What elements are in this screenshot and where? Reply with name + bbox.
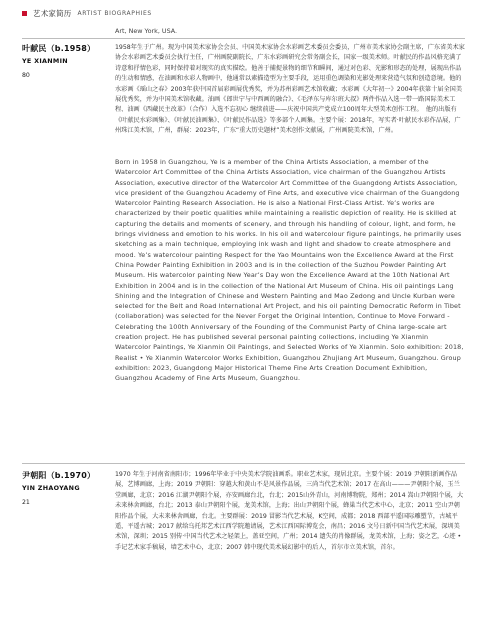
artwork-number: 21 [22, 499, 30, 506]
artwork-number: 80 [22, 72, 30, 79]
section-title-en: ARTIST BIOGRAPHIES [77, 9, 152, 17]
continued-location-line: Art, New York, USA. [115, 27, 178, 35]
artist-info-yin-zhaoyang [22, 470, 104, 506]
section-title-cn: 艺术家简历 [33, 8, 72, 18]
section-marker-square [22, 11, 27, 16]
artist-info-ye-xianmin [22, 43, 104, 79]
page-header [22, 6, 152, 20]
artist-bio-en: Born in 1958 in Guangzhou, Ye is a member of the China Artists Association, a member of the Watercolor Art Committee of the China Artists Association, vice chairman of the Guangzhou Artists Association, executive director of the Watercolor Art Committee of the Guangdong Artists Association, vice president of the Guangzhou Academy of Fine Arts, and executive vice chairman of the Guangdong Watercolor Painting Research Association. He is also a National First-Class Artist. Ye’s works are characterized by their poetic qualities while maintaining a realistic depiction of reality. He is skilled at capturing the details and moments of scenery, and through his handling of colour, light, and form, he brings vividness and emotion to his works. In his oil and watercolour figure paintings, he primarily uses sketching as a main technique, employing ink wash and light and shadow to create atmosphere and mood. Ye’s watercolour painting Respect for the Yao Mountains won the Excellence Award at the First China Powder Painting Exhibition in 2003 and is in the collection of the Suzhou Powder Painting Art Museum. His watercolor painting New Year’s Day won the Excellence Award at the 10th National Art Exhibition in 2004 and is in the collection of the National Art Museum of China. His oil paintings Lang Shining and the Integration of Chinese and Western Painting and Mao Zedong and Uncle Kurban were selected for the Belt and Road International Art Project, and his oil painting Democratic Reform in Tibet (collaboration) was selected for the Never Forget the Original Intention, Continue to Move Forward - Celebrating the 100th Anniversary of the Founding of the Communist Party of China large-scale art creation project. He has published several personal painting collections, including Ye Xianmin Watercolor Paintings, Ye Xianmin Oil Paintings, and Selected Works of Ye Xianmin. Solo exhibition: 2018, Realist • Ye Xianmin Watercolor Works Exhibition, Guangzhou Zhujiang Art Museum, Guangzhou. Group exhibition: 2023, Guangdong Major Historical Theme Fine Arts Creation Document Exhibition, Guangzhou Academy of Fine Arts Museum, Guangzhou. [115, 158, 464, 383]
artist-name-en: YE XIANMIN [22, 57, 68, 65]
divider-rule [22, 38, 465, 39]
divider-rule [22, 463, 465, 464]
artist-name-en: YIN ZHAOYANG [22, 484, 80, 492]
artist-name-cn: 尹朝阳（b.1970） [22, 471, 96, 480]
artist-bio-cn: 1958年生于广州。现为中国美术家协会会员、中国美术家协会水彩画艺术委员会委员，广州市美术家协会副主席，广东省美术家协会水彩画艺术委员会执行主任，广州画院副院长，广东水彩画研究会常务副会长，国家一级美术师。叶献民的作品风格充满了诗意和抒情色彩，同时保持着对现实的真实描绘。他善于捕捉景物的细节和瞬间，通过对色彩、光影和形态的处理，展现出作品的生动和情感，在油画和水彩人物画中，他通常以素描造型为主要手段，运用重色调染和光影处理来营造气氛和创造意境。他的水彩画《瑶山之春》2003年获中国首届彩画展优秀奖，并为苏州彩画艺术馆收藏；水彩画《大年初一》2004年获第十届全国美展优秀奖，并为中国美术馆收藏。油画《郎世宁与中西画的融合》、《毛泽东与库尔班大叔》两件作品入选一带一路国际美术工程、油画《西藏民主改革》（合作）入选不忘初心 继续前进——庆祝中国共产党成立100周年大型美术创作工程。 他的出版有《叶献民水彩画集》、《叶献民油画集》、《叶献民作品选》等多部个人画集。主要个展：2018年，写实者·叶献民水彩作品展，广州珠江美术馆，广州，群展：2023年，广东“重大历史题材”美术创作文献展，广州画院美术馆，广州。 [115, 44, 465, 135]
artist-bio-cn: 1970 年生于河南省南阳市；1996年毕业于中央美术学院油画系。职业艺术家，现居北京。主要个展：2019 尹朝阳新画作品展，艺博画廊，上海；2019 尹朝阳：穿越大和黄山不是风景作品展，三尚当代艺术馆；2017 在高山———尹朝阳个展，玉兰堂画廊，北京；2016 江湖尹朝阳个展，亦安画廊台北，台北；2015山外青山，河南博物院，郑州；2014 嵩山尹朝阳个展，大未来林舍画廊，台北；2013 泰山尹朝阳个展，龙美术馆，上海；出山尹朝阳个展，蜂巢当代艺术中心，北京；2011 空山尹朝阳作品个展，大未来林舍画廊，台北。主要群展：2019 冒影当代艺术展，K空间，成都；2018 西部平遥国际雕塑节，古城平遥，平遥古城；2017 献给乌托邦艺术江西学院邀请展，艺术江西国际博览会，南昌；2016 文号日新中国当代艺术展，深圳美术馆，深圳；2015 别传·中国当代艺术之轻架上，盖亚空间，广州；2014 遗失的肖像群展，龙美术馆，上海；姿之艺，心迹 • 手记艺术家手稿展，墙艺术中心，北京；2007 韩中现代美术展幻影中的后人，首尔市立美术馆，首尔。 [115, 471, 464, 551]
artist-name-cn: 叶献民（b.1958） [22, 44, 96, 53]
